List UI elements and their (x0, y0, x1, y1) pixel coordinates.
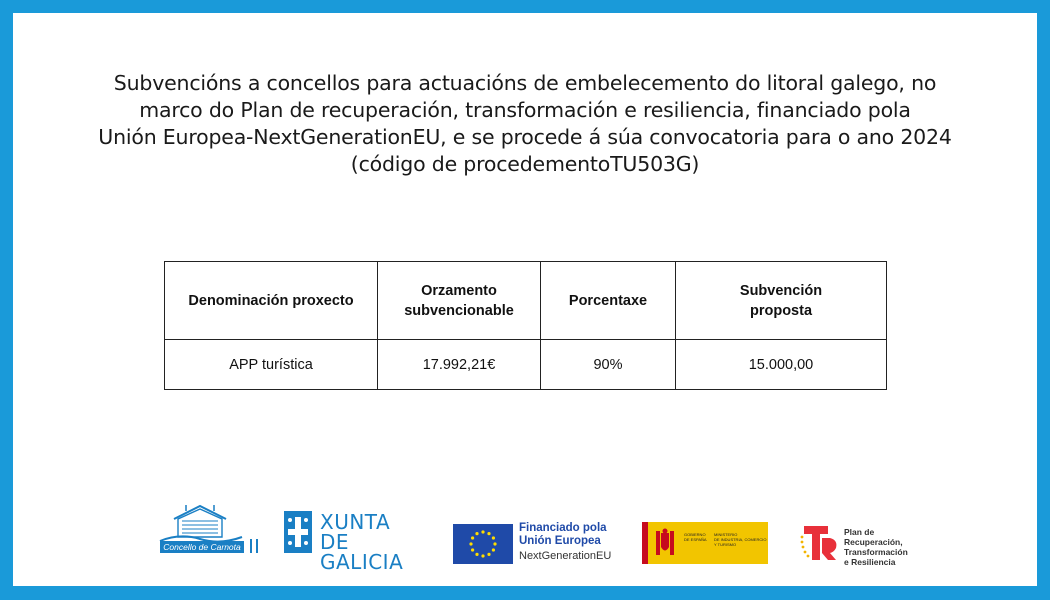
title-line: Unión Europea-NextGenerationEU, e se procede á súa convocatoria para o ano 2024 (98, 125, 952, 149)
eu-text-line2: Unión Europea (519, 535, 601, 547)
prtr-text: Plan de Recuperación, Transformación e Resiliencia (844, 527, 908, 567)
cell-subsidy: 15.000,00 (676, 340, 887, 390)
page-frame (13, 13, 1037, 586)
table-row (165, 340, 887, 390)
ministerio-text: MINISTERIO DE INDUSTRIA, COMERCIO Y TURISMO (714, 532, 767, 547)
carnota-bars (248, 539, 260, 553)
col-header-budget: Orzamento subvencionable (378, 262, 541, 340)
gobierno-espana-logo (642, 522, 768, 564)
cell-percentage: 90% (541, 340, 676, 390)
carnota-label: Concello de Carnota (160, 541, 244, 553)
horreo-icon (156, 503, 246, 543)
spain-flag-stripe (642, 522, 648, 564)
page-title (13, 70, 1037, 178)
title-line: Subvencións a concellos para actuacións de embelecemento do litoral galego, no (113, 71, 937, 95)
col-header-project: Denominación proxecto (165, 262, 378, 340)
cell-project: APP turística (165, 340, 378, 390)
col-header-subsidy: Subvención proposta (676, 262, 887, 340)
gobierno-text: GOBIERNO DE ESPAÑA (684, 532, 707, 542)
concello-carnota-logo (156, 503, 262, 555)
title-line: marco do Plan de recuperación, transformación e resiliencia, financiado pola (139, 98, 911, 122)
title-line: (código de procedementoTU503G) (350, 152, 700, 176)
eu-flag-icon (453, 524, 513, 564)
spain-coat-of-arms-icon (654, 527, 676, 559)
eu-text-line1: Financiado pola (519, 522, 607, 534)
xunta-text: XUNTA DE GALICIA (320, 510, 404, 574)
xunta-galicia-logo (284, 510, 429, 574)
prtr-icon (798, 522, 840, 564)
cell-budget: 17.992,21€ (378, 340, 541, 390)
eu-nextgeneration-logo (453, 510, 615, 562)
plan-recuperacion-logo (798, 522, 928, 566)
eu-text-line3: NextGenerationEU (519, 550, 612, 562)
col-header-percentage: Porcentaxe (541, 262, 676, 340)
grant-table (164, 261, 887, 390)
funding-logos (13, 503, 1037, 574)
table-header-row (165, 262, 887, 340)
xunta-emblem-icon (284, 511, 312, 553)
